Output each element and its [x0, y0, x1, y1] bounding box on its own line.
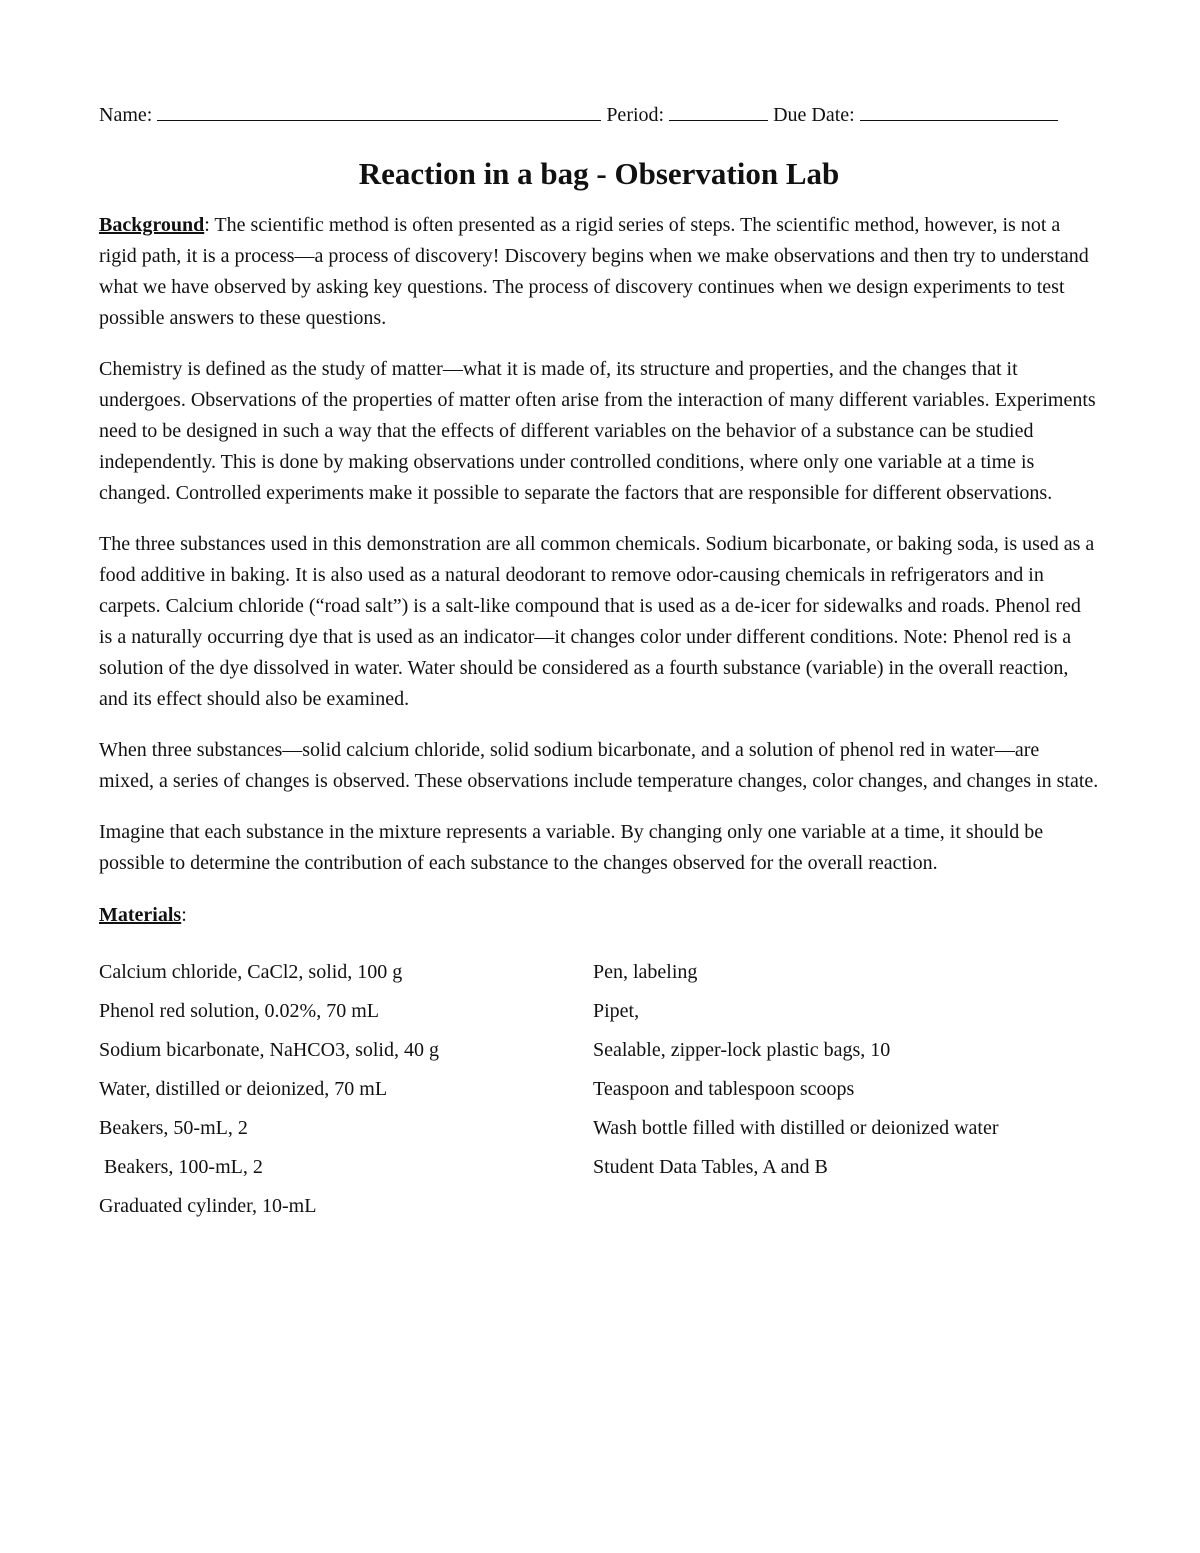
material-item: Pen, labeling [593, 961, 698, 983]
page-title: Reaction in a bag - Observation Lab [358, 156, 840, 191]
material-item: Sodium bicarbonate, NaHCO3, solid, 40 g [99, 1039, 439, 1061]
name-blank [157, 100, 601, 121]
period-label: Period: [606, 104, 665, 126]
name-label: Name: [99, 104, 153, 126]
material-item: Water, distilled or deionized, 70 mL [99, 1078, 388, 1100]
materials-heading-colon: : [181, 904, 187, 926]
period-blank [669, 100, 768, 121]
materials-heading-line [99, 900, 1099, 931]
background-heading: Background [99, 214, 205, 236]
material-item: Graduated cylinder, 10-mL [99, 1195, 317, 1217]
background-text-1: The scientific method is often presented as a rigid series of steps. The scientific method, however, is not a rigid path, it is a process—a process of discovery! Discovery begins when we make observations and then try to understand what we have observed by asking key questions. The process of discovery continues when we design experiments to test possible answers to these questions. [99, 214, 1089, 329]
materials-heading: Materials [99, 904, 182, 926]
background-paragraph-2: Chemistry is defined as the study of matter—what it is made of, its structure and properties, and the changes that it undergoes. Observations of the properties of matter often arise from the interaction of many different variables. Experiments need to be designed in such a way that the effects of different variables on the behavior of a substance can be studied independently. This is done by making observations under controlled conditions, where only one variable at a time is changed. Controlled experiments make it possible to separate the factors that are responsible for different observations. [99, 358, 1096, 504]
materials-right-column [593, 953, 1099, 1226]
background-paragraph-1 [99, 210, 1099, 334]
due-date-label: Due Date: [773, 104, 855, 126]
materials-left-column [99, 953, 593, 1226]
material-item: Phenol red solution, 0.02%, 70 mL [99, 1000, 379, 1022]
material-item: Student Data Tables, A and B [593, 1156, 828, 1178]
student-info-line [99, 100, 1099, 130]
material-item: Teaspoon and tablespoon scoops [593, 1078, 855, 1100]
materials-list [99, 953, 1099, 1226]
due-date-blank [860, 100, 1058, 121]
material-item: Sealable, zipper-lock plastic bags, 10 [593, 1039, 891, 1061]
material-item: Beakers, 50-mL, 2 [99, 1117, 248, 1139]
material-item: Beakers, 100-mL, 2 [99, 1156, 263, 1178]
material-item: Pipet, [593, 1000, 640, 1022]
material-item: Wash bottle filled with distilled or deionized water [593, 1117, 999, 1139]
material-item: Calcium chloride, CaCl2, solid, 100 g [99, 961, 403, 983]
background-paragraph-3: The three substances used in this demonstration are all common chemicals. Sodium bicarbonate, or baking soda, is used as a food additive in baking. It is also used as a natural deodorant to remove odor-causing chemicals in refrigerators and in carpets. Calcium chloride (“road salt”) is a salt-like compound that is used as a de-icer for sidewalks and roads. Phenol red is a naturally occurring dye that is used as an indicator—it changes color under different conditions. Note: Phenol red is a solution of the dye dissolved in water. Water should be considered as a fourth substance (variable) in the overall reaction, and its effect should also be examined. [99, 533, 1095, 710]
background-paragraph-5: Imagine that each substance in the mixture represents a variable. By changing only one variable at a time, it should be possible to determine the contribution of each substance to the changes observed for the overall reaction. [99, 821, 1044, 874]
background-paragraph-4: When three substances—solid calcium chloride, solid sodium bicarbonate, and a solution of phenol red in water—are mixed, a series of changes is observed. These observations include temperature changes, color changes, and changes in state. [99, 739, 1099, 792]
worksheet-page [99, 100, 1099, 1226]
background-heading-colon: : [204, 214, 210, 236]
